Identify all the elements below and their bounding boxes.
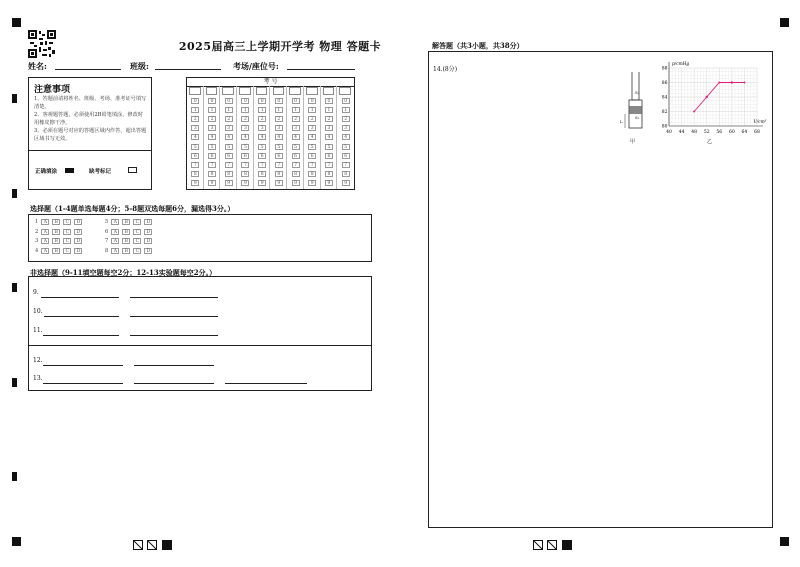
digit-bubble[interactable]: 4	[241, 134, 249, 140]
digit-bubble[interactable]: 7	[191, 162, 199, 168]
mcq-option-bubble[interactable]: B	[52, 248, 60, 254]
side-mark	[12, 472, 17, 481]
mcq-option-bubble[interactable]: D	[144, 248, 152, 254]
answer-blank[interactable]	[130, 316, 218, 317]
y-tick-label: 86	[661, 81, 668, 86]
mcq-option-bubble[interactable]: D	[74, 248, 82, 254]
digit-bubble[interactable]: 7	[275, 162, 283, 168]
x-tick-label: 64	[741, 130, 748, 135]
notice-item: 1、答题前请将姓名、班级、考场、准考证号填写清楚。	[34, 96, 147, 110]
digit-bubble[interactable]: 5	[342, 144, 350, 150]
divider	[29, 345, 371, 346]
exam-number-column	[237, 86, 254, 189]
digit-bubble[interactable]: 8	[241, 171, 249, 177]
mcq-option-bubble[interactable]: B	[122, 248, 130, 254]
exam-number-column	[321, 86, 338, 189]
digit-bubble[interactable]: 0	[325, 98, 333, 104]
mcq-option-bubble[interactable]: A	[111, 238, 119, 244]
mcq-option-bubble[interactable]: D	[144, 238, 152, 244]
corner-mark-top-left	[12, 18, 21, 27]
mcq-question-number: 1	[35, 219, 39, 225]
exam-number-write-box[interactable]	[206, 87, 218, 95]
digit-bubble[interactable]: 9	[241, 180, 249, 186]
seat-label: 考场/座位号:	[233, 61, 279, 71]
fig-yi-label: 乙	[707, 139, 713, 145]
corner-mark-bottom-left	[12, 537, 21, 546]
digit-bubble[interactable]: 0	[308, 98, 316, 104]
mcq-option-bubble[interactable]: C	[133, 248, 141, 254]
digit-bubble[interactable]: 2	[258, 116, 266, 122]
l-label: L	[620, 119, 623, 124]
fill-section-title: 非选择题（9-11填空题每空2分；12-13实验题每空2分。）	[30, 268, 217, 277]
digit-bubble[interactable]: 6	[191, 153, 199, 159]
mcq-question-number: 5	[105, 219, 109, 225]
answer-blank[interactable]	[130, 335, 218, 336]
digit-bubble[interactable]: 1	[191, 107, 199, 113]
exam-number-write-box[interactable]	[289, 87, 301, 95]
x-tick-label: 60	[728, 130, 735, 135]
digit-bubble[interactable]: 0	[258, 98, 266, 104]
exam-number-column	[204, 86, 221, 189]
digit-bubble[interactable]: 9	[258, 180, 266, 186]
x-tick-label: 68	[754, 130, 760, 135]
side-mark	[12, 378, 17, 387]
mcq-option-bubble[interactable]: C	[63, 229, 71, 235]
fill-item-label: 11.	[33, 327, 43, 334]
x-tick-label: 48	[691, 130, 698, 135]
digit-bubble[interactable]: 8	[191, 171, 199, 177]
digit-bubble[interactable]: 3	[342, 125, 350, 131]
digit-bubble[interactable]: 5	[275, 144, 283, 150]
digit-bubble[interactable]: 4	[191, 134, 199, 140]
mcq-option-bubble[interactable]: B	[52, 229, 60, 235]
notice-title: 注意事项	[34, 85, 71, 95]
digit-bubble[interactable]: 2	[292, 116, 300, 122]
digit-bubble[interactable]: 4	[342, 134, 350, 140]
pv-chart	[659, 60, 769, 140]
answer-blank[interactable]	[43, 383, 123, 384]
answer-blank[interactable]	[134, 383, 214, 384]
digit-bubble[interactable]: 4	[258, 134, 266, 140]
digit-bubble[interactable]: 2	[308, 116, 316, 122]
digit-bubble[interactable]: 6	[308, 153, 316, 159]
digit-bubble[interactable]: 7	[225, 162, 233, 168]
exam-number-write-box[interactable]	[189, 87, 201, 95]
mcq-option-bubble[interactable]: D	[74, 229, 82, 235]
digit-bubble[interactable]: 6	[225, 153, 233, 159]
digit-bubble[interactable]: 3	[208, 125, 216, 131]
digit-bubble[interactable]: 9	[325, 180, 333, 186]
mcq-option-bubble[interactable]: D	[144, 229, 152, 235]
digit-bubble[interactable]: 6	[342, 153, 350, 159]
x-tick-label: 44	[678, 130, 685, 135]
fill-item-label: 12.	[33, 357, 43, 364]
digit-bubble[interactable]: 1	[225, 107, 233, 113]
digit-bubble[interactable]: 7	[292, 162, 300, 168]
corner-mark-bottom-right	[780, 537, 789, 546]
question-label: 14.(8分)	[433, 66, 458, 73]
exam-number-column	[337, 86, 354, 189]
name-field[interactable]	[55, 69, 121, 70]
mcq-option-bubble[interactable]: A	[41, 248, 49, 254]
digit-bubble[interactable]: 9	[342, 180, 350, 186]
mcq-option-bubble[interactable]: D	[144, 219, 152, 225]
mcq-option-bubble[interactable]: A	[41, 219, 49, 225]
mcq-option-bubble[interactable]: C	[133, 238, 141, 244]
digit-bubble[interactable]: 6	[325, 153, 333, 159]
direction-arrow	[706, 96, 708, 98]
digit-bubble[interactable]: 1	[208, 107, 216, 113]
exam-number-columns	[187, 86, 354, 189]
side-mark	[12, 189, 17, 198]
x-tick-label: 40	[666, 130, 672, 135]
mcq-option-bubble[interactable]: B	[122, 238, 130, 244]
digit-bubble[interactable]: 8	[308, 171, 316, 177]
s1-label: S₁	[635, 90, 640, 95]
mcq-question-row	[35, 248, 85, 254]
digit-bubble[interactable]: 4	[208, 134, 216, 140]
digit-bubble[interactable]: 9	[191, 180, 199, 186]
digit-bubble[interactable]: 1	[275, 107, 283, 113]
mcq-question-number: 3	[35, 238, 39, 244]
mcq-option-bubble[interactable]: A	[41, 238, 49, 244]
mcq-option-bubble[interactable]: A	[111, 219, 119, 225]
digit-bubble[interactable]: 0	[225, 98, 233, 104]
mcq-option-bubble[interactable]: A	[41, 229, 49, 235]
mcq-section-title: 选择题（1-4题单选每题4分；5-8题双选每题6分，漏选得3分。）	[30, 204, 235, 213]
digit-bubble[interactable]: 3	[325, 125, 333, 131]
digit-bubble[interactable]: 1	[308, 107, 316, 113]
digit-bubble[interactable]: 1	[241, 107, 249, 113]
digit-bubble[interactable]: 8	[325, 171, 333, 177]
digit-bubble[interactable]: 5	[225, 144, 233, 150]
digit-bubble[interactable]: 5	[258, 144, 266, 150]
notice-item: 2、客观题答题，必须使用2B铅笔填涂，修改时用橡皮擦干净。	[34, 112, 143, 126]
data-point	[693, 111, 695, 113]
digit-bubble[interactable]: 8	[342, 171, 350, 177]
fill-item-label: 9.	[33, 289, 39, 296]
digit-bubble[interactable]: 9	[208, 180, 216, 186]
answer-blank[interactable]	[43, 365, 123, 366]
page-marks-right	[533, 535, 573, 545]
mcq-question-number: 6	[105, 228, 109, 235]
exam-number-column	[304, 86, 321, 189]
digit-bubble[interactable]: 1	[292, 107, 300, 113]
fill-box	[28, 276, 372, 391]
digit-bubble[interactable]: 0	[191, 98, 199, 104]
digit-bubble[interactable]: 5	[308, 144, 316, 150]
y-tick-label: 82	[661, 110, 668, 115]
digit-bubble[interactable]: 6	[208, 153, 216, 159]
mcq-question-row	[105, 238, 155, 244]
mcq-question-row	[35, 219, 85, 225]
digit-bubble[interactable]: 4	[308, 134, 316, 140]
digit-bubble[interactable]: 3	[225, 125, 233, 131]
digit-bubble[interactable]: 3	[292, 125, 300, 131]
mcq-question-row	[35, 238, 85, 244]
absent-mark-box[interactable]	[128, 167, 137, 173]
digit-bubble[interactable]: 2	[342, 116, 350, 122]
x-tick-label: 56	[716, 130, 723, 135]
digit-bubble[interactable]: 6	[292, 153, 300, 159]
page-marks-left	[133, 535, 173, 545]
digit-bubble[interactable]: 3	[308, 125, 316, 131]
exam-number-column	[287, 86, 304, 189]
exam-number-column	[187, 86, 204, 189]
mcq-option-bubble[interactable]: B	[52, 238, 60, 244]
exam-number-column	[254, 86, 271, 189]
notice-box	[28, 77, 152, 190]
mcq-question-number: 8	[105, 247, 109, 254]
mcq-question-row	[105, 219, 155, 225]
x-axis-label: V/cm³	[753, 120, 767, 125]
digit-bubble[interactable]: 7	[325, 162, 333, 168]
exam-number-column	[271, 86, 288, 189]
fill-item-label: 10.	[33, 308, 43, 315]
answer-area-q14[interactable]	[428, 51, 773, 528]
digit-bubble[interactable]: 8	[292, 171, 300, 177]
side-mark	[12, 283, 17, 292]
digit-bubble[interactable]: 7	[241, 162, 249, 168]
exam-number-header: 考 号	[187, 78, 354, 87]
mcq-option-bubble[interactable]: A	[111, 229, 119, 235]
digit-bubble[interactable]: 4	[225, 134, 233, 140]
mcq-option-bubble[interactable]: C	[133, 229, 141, 235]
mcq-question-number: 2	[35, 228, 39, 235]
digit-bubble[interactable]: 9	[275, 180, 283, 186]
digit-bubble[interactable]: 9	[292, 180, 300, 186]
mcq-question-number: 7	[105, 238, 109, 244]
mcq-question-row	[35, 229, 85, 235]
y-tick-label: 80	[661, 124, 668, 130]
solve-section-title: 解答题（共3小题，共38分）	[432, 41, 524, 50]
digit-bubble[interactable]: 4	[275, 134, 283, 140]
mcq-box	[28, 214, 372, 262]
digit-bubble[interactable]: 5	[241, 144, 249, 150]
notice-item: 3、必须在题号对应的答题区域内作答，超出答题区域书写无效。	[34, 128, 147, 142]
mcq-option-bubble[interactable]: A	[111, 248, 119, 254]
mcq-rows	[35, 219, 365, 259]
exam-number-write-box[interactable]	[273, 87, 285, 95]
mcq-question-number: 4	[35, 247, 39, 254]
digit-bubble[interactable]: 4	[292, 134, 300, 140]
name-label: 姓名:	[28, 61, 47, 71]
answer-blank[interactable]	[41, 297, 119, 298]
answer-blank[interactable]	[134, 365, 214, 366]
digit-bubble[interactable]: 2	[225, 116, 233, 122]
figure-cylinder	[623, 70, 653, 140]
mcq-question-row	[105, 248, 155, 254]
class-field[interactable]	[155, 69, 221, 70]
digit-bubble[interactable]: 7	[258, 162, 266, 168]
exam-number-write-box[interactable]	[306, 87, 318, 95]
y-tick-label: 88	[661, 66, 668, 72]
absent-mark-label: 缺考标记	[89, 169, 112, 175]
fill-item-label: 13.	[33, 375, 43, 382]
digit-bubble[interactable]: 8	[225, 171, 233, 177]
digit-bubble[interactable]: 6	[258, 153, 266, 159]
digit-bubble[interactable]: 5	[292, 144, 300, 150]
digit-bubble[interactable]: 3	[241, 125, 249, 131]
digit-bubble[interactable]: 2	[241, 116, 249, 122]
mcq-option-bubble[interactable]: D	[74, 238, 82, 244]
s2-label: S₂	[635, 115, 640, 120]
exam-number-grid	[186, 77, 355, 190]
exam-number-write-box[interactable]	[339, 87, 351, 95]
answer-blank[interactable]	[225, 383, 307, 384]
digit-bubble[interactable]: 5	[325, 144, 333, 150]
answer-blank[interactable]	[44, 316, 119, 317]
answer-blank[interactable]	[130, 297, 218, 298]
digit-bubble[interactable]: 3	[275, 125, 283, 131]
digit-bubble[interactable]: 9	[308, 180, 316, 186]
mcq-option-bubble[interactable]: D	[74, 219, 82, 225]
side-mark	[12, 94, 17, 103]
digit-bubble[interactable]: 8	[258, 171, 266, 177]
exam-number-write-box[interactable]	[222, 87, 234, 95]
class-label: 班级:	[130, 61, 149, 71]
digit-bubble[interactable]: 5	[191, 144, 199, 150]
digit-bubble[interactable]: 3	[191, 125, 199, 131]
page-title: 2025届高三上学期开学考 物理 答题卡	[178, 40, 382, 53]
digit-bubble[interactable]: 2	[325, 116, 333, 122]
digit-bubble[interactable]: 1	[258, 107, 266, 113]
correct-fill-sample	[65, 168, 74, 173]
mcq-option-bubble[interactable]: B	[122, 219, 130, 225]
digit-bubble[interactable]: 8	[208, 171, 216, 177]
data-point	[743, 82, 745, 84]
digit-bubble[interactable]: 7	[342, 162, 350, 168]
data-point	[718, 82, 720, 84]
exam-number-write-box[interactable]	[323, 87, 335, 95]
digit-bubble[interactable]: 6	[275, 153, 283, 159]
mcq-option-bubble[interactable]: B	[122, 229, 130, 235]
digit-bubble[interactable]: 5	[208, 144, 216, 150]
corner-mark-top-right	[780, 18, 789, 27]
digit-bubble[interactable]: 0	[292, 98, 300, 104]
digit-bubble[interactable]: 6	[241, 153, 249, 159]
y-axis-label: p/cmHg	[672, 62, 690, 67]
digit-bubble[interactable]: 8	[275, 171, 283, 177]
digit-bubble[interactable]: 0	[275, 98, 283, 104]
mcq-option-bubble[interactable]: C	[63, 248, 71, 254]
mcq-option-bubble[interactable]: C	[133, 219, 141, 225]
mcq-option-bubble[interactable]: B	[52, 219, 60, 225]
divider	[29, 150, 151, 151]
digit-bubble[interactable]: 1	[325, 107, 333, 113]
digit-bubble[interactable]: 2	[191, 116, 199, 122]
digit-bubble[interactable]: 1	[342, 107, 350, 113]
digit-bubble[interactable]: 7	[308, 162, 316, 168]
correct-fill-label: 正确填涂	[35, 169, 58, 175]
y-tick-label: 84	[661, 95, 668, 101]
digit-bubble[interactable]: 2	[208, 116, 216, 122]
digit-bubble[interactable]: 3	[258, 125, 266, 131]
exam-number-column	[220, 86, 237, 189]
digit-bubble[interactable]: 4	[325, 134, 333, 140]
digit-bubble[interactable]: 0	[241, 98, 249, 104]
digit-bubble[interactable]: 2	[275, 116, 283, 122]
exam-number-write-box[interactable]	[239, 87, 251, 95]
x-tick-label: 52	[703, 130, 710, 135]
digit-bubble[interactable]: 9	[225, 180, 233, 186]
answer-blank[interactable]	[43, 335, 119, 336]
mcq-option-bubble[interactable]: C	[63, 219, 71, 225]
digit-bubble[interactable]: 0	[342, 98, 350, 104]
digit-bubble[interactable]: 7	[208, 162, 216, 168]
exam-number-write-box[interactable]	[256, 87, 268, 95]
mcq-question-row	[105, 229, 155, 235]
fig-jia-label: 甲	[630, 139, 636, 145]
seat-field[interactable]	[287, 69, 355, 70]
direction-arrow	[731, 81, 733, 83]
digit-bubble[interactable]: 0	[208, 98, 216, 104]
mcq-option-bubble[interactable]: C	[63, 238, 71, 244]
